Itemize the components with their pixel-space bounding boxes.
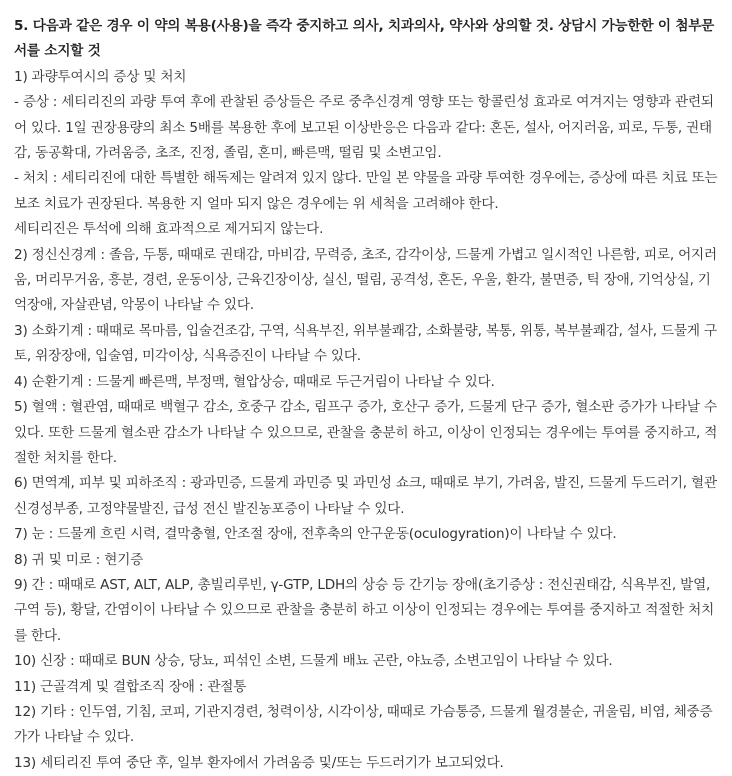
paragraph-overdose-symptoms: - 증상 : 세티리진의 과량 투여 후에 관찰된 증상들은 주로 중추신경계 영향 또는 항콜린성 효과로 여겨지는 영향과 관련되어 있다. 1일 권장용량의 최소 5배를 복용한 후에 보고된 이상반응은 다음과 같다: 혼돈, 설사, 어지러움, 피로, 두통, 권태감, 동공확대, 가려움증, 초조, 진정, 졸림, 혼미, 빠른맥, 떨림 및 소변고임. — [14, 94, 714, 162]
paragraph-dialysis-note: 세티리진은 투석에 의해 효과적으로 제거되지 않는다. — [14, 221, 324, 238]
paragraph-other: 12) 기타 : 인두염, 기침, 코피, 기관지경련, 청력이상, 시각이상, 때때로 가슴통증, 드물게 월경불순, 귀울림, 비염, 체중증가가 나타날 수 있다. — [14, 703, 713, 746]
paragraph-ear: 8) 귀 및 미로 : 현기증 — [14, 551, 144, 568]
paragraph-liver: 9) 간 : 때때로 AST, ALT, ALP, 총빌리루빈, γ-GTP, LDH의 상승 등 간기능 장애(초기증상 : 전신권태감, 식욕부진, 발열, 구역 등), 황달, 간염이이 나타날 수 있으므로 관찰을 충분히 하고 이상이 인정되는 경우에는 투여를 중지하고 적절한 처치를 한다. — [14, 576, 714, 644]
paragraph-overdose-title: 1) 과량투여시의 증상 및 처치 — [14, 68, 187, 85]
section-heading: 5. 다음과 같은 경우 이 약의 복용(사용)을 즉각 중지하고 의사, 치과의사, 약사와 상의할 것. 상담시 가능한한 이 첨부문서를 소지할 것 — [14, 18, 715, 60]
paragraph-immune-skin: 6) 면역계, 피부 및 피하조직 : 광과민증, 드물게 과민증 및 과민성 쇼크, 때때로 부기, 가려움, 발진, 드물게 두드러기, 혈관신경성부종, 고정약물발진, 급성 전신 발진농포증이 나타날 수 있다. — [14, 475, 717, 517]
paragraph-musculoskeletal: 11) 근골격계 및 결합조직 장애 : 관절통 — [14, 678, 247, 695]
paragraph-overdose-treatment: - 처치 : 세티리진에 대한 특별한 해독제는 알려져 있지 않다. 만일 본 약물을 과량 투여한 경우에는, 증상에 따른 치료 또는 보조 치료가 권장된다. 복용한 지 얼마 되지 않은 경우에는 위 세척을 고려해야 한다. — [14, 170, 718, 212]
paragraph-blood: 5) 혈액 : 혈관염, 때때로 백혈구 감소, 호중구 감소, 림프구 증가, 호산구 증가, 드물게 단구 증가, 혈소판 증가가 나타날 수 있다. 또한 드물게 혈소판 감소가 나타날 수 있으므로, 관찰을 충분히 하고, 이상이 인정되는 경우에는 투여를 중지하고, 적절한 처치를 한다. — [14, 399, 718, 466]
paragraph-neuropsychiatric: 2) 정신신경계 : 졸음, 두통, 때때로 권태감, 마비감, 무력증, 초조, 감각이상, 드물게 가볍고 일시적인 나른함, 피로, 어지러움, 머리무거움, 흥분, 경련, 운동이상, 근육긴장이상, 실신, 떨림, 공격성, 혼돈, 우울, 환각, 불면증, 틱 장애, 기억상실, 기억장애, 자살관념, 악몽이 나타날 수 있다. — [14, 246, 717, 314]
paragraph-digestive: 3) 소화기계 : 때때로 목마름, 입술건조감, 구역, 식욕부진, 위부불쾌감, 소화불량, 복통, 위통, 복부불쾌감, 설사, 드물게 구토, 위장장애, 입술염, 미각이상, 식욕증진이 나타날 수 있다. — [14, 322, 717, 365]
paragraph-eye: 7) 눈 : 드물게 흐린 시력, 결막충혈, 안조절 장애, 전후축의 안구운동(oculogyration)이 나타날 수 있다. — [14, 526, 617, 543]
paragraph-circulatory: 4) 순환기계 : 드물게 빠른맥, 부정맥, 혈압상승, 때때로 두근거림이 나타날 수 있다. — [14, 373, 495, 390]
paragraph-kidney: 10) 신장 : 때때로 BUN 상승, 당뇨, 피섞인 소변, 드물게 배뇨 곤란, 야뇨증, 소변고임이 나타날 수 있다. — [14, 653, 613, 670]
paragraph-discontinuation: 13) 세티리진 투여 중단 후, 일부 환자에서 가려움증 및/또는 두드러기가 보고되었다. — [14, 754, 504, 771]
